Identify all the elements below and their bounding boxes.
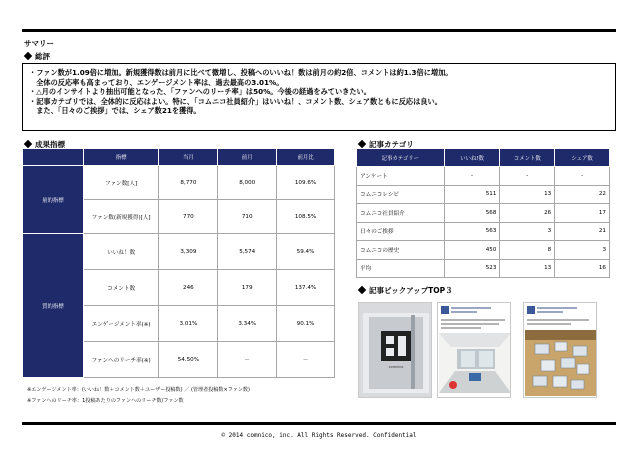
kpi-group-quantitative: 量的指標 xyxy=(23,166,84,234)
kpi-label: ファン数(新規獲得)[人] xyxy=(83,200,159,234)
table-row xyxy=(357,259,610,278)
category-shares: - xyxy=(555,167,610,186)
kpi-ratio: 108.5% xyxy=(277,200,335,234)
category-name: 日々のご挨拶 xyxy=(357,222,445,241)
diamond-bullet-icon xyxy=(358,140,366,148)
category-likes: 511 xyxy=(444,185,500,204)
category-likes: 568 xyxy=(444,204,500,223)
bottom-rule xyxy=(22,422,616,425)
kpi-current: 8,770 xyxy=(159,166,218,200)
table-row xyxy=(357,222,610,241)
category-table xyxy=(356,148,610,278)
summary-line: ・記事カテゴリでは、全体的に反応はよい。特に、「コムニコ社員紹介」はいいね！、コメント数、シェア数ともに反応は良い。 xyxy=(29,96,442,106)
summary-line: ・ファン数が1.09倍に増加。新規獲得数は前月に比べて微増し、投稿へのいいね！数は前月の約2倍、コメントは約1.3倍に増加。 xyxy=(29,68,453,77)
pickup-post-3[interactable] xyxy=(523,302,597,398)
category-shares: 16 xyxy=(555,259,610,278)
kpi-current: 770 xyxy=(159,200,218,234)
kpi-label: エンゲージメント率(※) xyxy=(83,306,159,342)
diamond-bullet-icon xyxy=(24,52,32,60)
category-comments: 13 xyxy=(500,185,555,204)
overall-review-heading xyxy=(24,51,50,62)
category-name: コムニコ社員紹介 xyxy=(357,204,445,223)
category-header-cell: いいね!数 xyxy=(444,149,500,167)
table-row xyxy=(357,185,610,204)
kpi-previous: 3.34% xyxy=(218,306,277,342)
note-reach-rate: ※ファンへのリーチ率：1投稿あたりのファンへのリーチ数/ファン数 xyxy=(27,398,184,404)
pickup-post-2-photo xyxy=(439,333,511,393)
comnico-logo-text: comnico xyxy=(388,365,404,369)
comnico-logo xyxy=(379,365,413,369)
category-name: アンケート xyxy=(357,167,445,186)
category-likes: 523 xyxy=(444,259,500,278)
category-shares: 3 xyxy=(555,241,610,260)
summary-line: ・△月のインサイトより抽出可能となった、「ファンへのリーチ率」は50%。今後の経過をみていきたい。 xyxy=(29,87,371,97)
note-engagement-rate: ※エンゲージメント率：(いいね！数＋コメント数＋ユーザー投稿数) ／ (管理者投稿数×ファン数) xyxy=(27,387,251,393)
kpi-header-cell: 前月比 xyxy=(277,149,335,166)
category-header-cell: 記事カテゴリー xyxy=(357,149,445,167)
table-row xyxy=(357,167,610,186)
diamond-bullet-icon xyxy=(24,140,32,148)
kpi-previous: 710 xyxy=(218,200,277,234)
diamond-bullet-icon xyxy=(358,286,366,294)
category-title: 記事カテゴリ xyxy=(369,140,414,149)
overall-review-title: 総評 xyxy=(35,52,50,61)
kpi-previous: 5,574 xyxy=(218,234,277,270)
category-shares: 21 xyxy=(555,222,610,241)
kpi-previous: 179 xyxy=(218,270,277,306)
kpi-previous: － xyxy=(218,342,277,378)
pickup-post-2[interactable] xyxy=(437,302,511,398)
category-comments: - xyxy=(500,167,555,186)
kpi-header-cell: 当月 xyxy=(159,149,218,166)
post-header xyxy=(527,306,593,316)
kpi-current: 246 xyxy=(159,270,218,306)
table-row xyxy=(357,204,610,223)
category-shares: 17 xyxy=(555,204,610,223)
kpi-group-qualitative: 質的指標 xyxy=(23,234,84,378)
category-shares: 22 xyxy=(555,185,610,204)
table-row xyxy=(357,241,610,260)
kpi-label: いいね！数 xyxy=(83,234,159,270)
category-header-row xyxy=(357,149,610,167)
kpi-header-cell: 前月 xyxy=(218,149,277,166)
kpi-current: 54.50% xyxy=(159,342,218,378)
kpi-ratio: 109.6% xyxy=(277,166,335,200)
kpi-current: 3,309 xyxy=(159,234,218,270)
pickup-post-3-photo xyxy=(525,330,597,396)
kpi-ratio: 90.1% xyxy=(277,306,335,342)
category-header-cell: コメント数 xyxy=(500,149,555,167)
category-comments: 13 xyxy=(500,259,555,278)
kpi-current: 3.01% xyxy=(159,306,218,342)
pickup-heading xyxy=(358,285,453,296)
category-name: コムニコレシピ xyxy=(357,185,445,204)
kpi-label: コメント数 xyxy=(83,270,159,306)
summary-line: 全体の反応率も高まっており、エンゲージメント率は、過去最高の3.01%。 xyxy=(29,77,284,87)
avatar xyxy=(527,306,535,314)
pickup-post-1-photo xyxy=(359,303,432,398)
category-name: 平均 xyxy=(357,259,445,278)
kpi-table xyxy=(22,148,335,378)
table-row xyxy=(23,166,335,200)
summary-line: また、「日々のご挨拶」では、シェア数21を獲得。 xyxy=(29,106,201,116)
pickup-title: 記事ピックアップTOP３ xyxy=(369,286,453,295)
kpi-header-cell: 指標 xyxy=(83,149,159,166)
footer-copyright: © 2014 comnico, inc. All Rights Reserved. Confidential xyxy=(221,432,417,439)
kpi-header-row xyxy=(23,149,335,166)
category-likes: - xyxy=(444,167,500,186)
table-row xyxy=(23,234,335,270)
category-comments: 3 xyxy=(500,222,555,241)
kpi-header-cell xyxy=(23,149,84,166)
category-comments: 26 xyxy=(500,204,555,223)
category-likes: 450 xyxy=(444,241,500,260)
kpi-label: ファン数[人] xyxy=(83,166,159,200)
avatar xyxy=(441,306,449,314)
category-comments: 8 xyxy=(500,241,555,260)
category-header-cell: シェア数 xyxy=(555,149,610,167)
top-rule xyxy=(22,29,616,32)
kpi-ratio: 59.4% xyxy=(277,234,335,270)
kpi-ratio: 137.4% xyxy=(277,270,335,306)
category-name: コムニコの歴史 xyxy=(357,241,445,260)
kpi-ratio: － xyxy=(277,342,335,378)
kpi-previous: 8,000 xyxy=(218,166,277,200)
post-header xyxy=(441,306,507,316)
kpi-title: 成果指標 xyxy=(35,140,65,149)
summary-box xyxy=(22,63,616,131)
pickup-post-1[interactable] xyxy=(358,302,432,398)
kpi-label: ファンへのリーチ率(※) xyxy=(83,342,159,378)
summary-heading: サマリー xyxy=(24,39,54,48)
category-likes: 563 xyxy=(444,222,500,241)
